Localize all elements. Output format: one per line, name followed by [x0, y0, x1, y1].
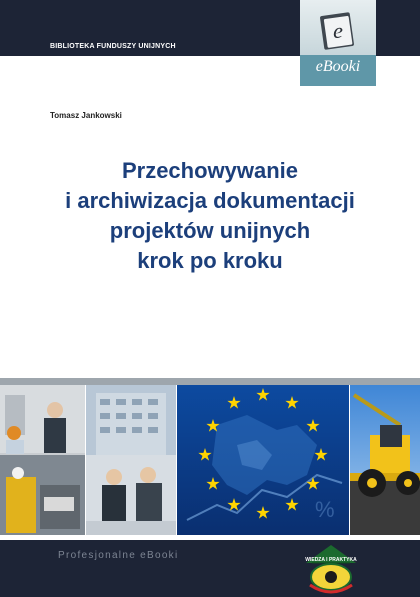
office-photo	[0, 385, 85, 535]
publisher-logo-text: WIEDZA I PRAKTYKA	[305, 557, 357, 563]
gray-band	[0, 378, 420, 385]
ebook-badge-label: eBooki	[315, 58, 361, 75]
photo-collage	[0, 385, 420, 535]
title-line: projektów unijnych	[109, 218, 311, 243]
ebook-badge	[300, 0, 376, 86]
title-line: krok po kroku	[137, 248, 283, 273]
svg-text:e: e	[333, 18, 343, 43]
ebook-icon	[318, 8, 358, 52]
business-photo	[86, 385, 176, 535]
series-name: BIBLIOTEKA FUNDUSZY UNIJNYCH	[50, 43, 176, 50]
eu-flag-photo	[177, 385, 349, 535]
book-title	[40, 156, 380, 276]
publisher-logo	[300, 541, 362, 597]
author-name: Tomasz Jankowski	[50, 111, 122, 120]
construction-photo	[350, 385, 420, 535]
tagline: Profesjonalne eBooki	[58, 550, 179, 561]
title-line: Przechowywanie	[121, 158, 299, 183]
title-line: i archiwizacja dokumentacji	[65, 188, 355, 213]
svg-text:%: %	[315, 497, 335, 522]
